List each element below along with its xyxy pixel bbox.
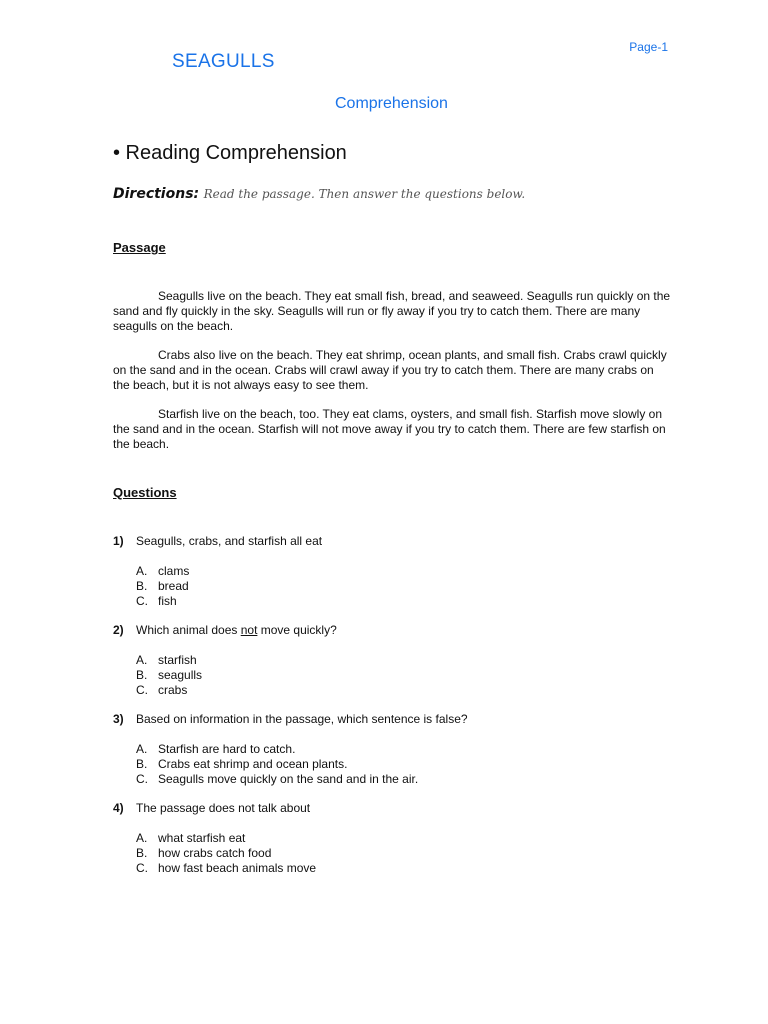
option-text: crabs xyxy=(158,683,188,697)
questions-heading: Questions xyxy=(113,485,177,500)
answer-option xyxy=(136,757,418,772)
answer-option xyxy=(136,831,316,846)
option-letter: B. xyxy=(136,846,148,860)
answer-option xyxy=(136,653,202,668)
option-text: clams xyxy=(158,564,190,578)
question-4-options xyxy=(136,831,316,876)
question-number: 1) xyxy=(113,534,124,548)
option-text: Crabs eat shrimp and ocean plants. xyxy=(158,757,348,771)
answer-option xyxy=(136,668,202,683)
document-title: SEAGULLS xyxy=(172,51,275,72)
answer-option xyxy=(136,579,189,594)
option-text: starfish xyxy=(158,653,197,667)
passage-paragraph: Seagulls live on the beach. They eat small fish, bread, and seaweed. Seagulls run quickly on the sand and fly quickly in the sky. Seagulls will run or fly away if you try to catch them. There are many seagulls on the beach. xyxy=(113,289,671,333)
option-letter: A. xyxy=(136,831,148,845)
option-text: seagulls xyxy=(158,668,203,682)
passage-heading: Passage xyxy=(113,240,166,255)
question-2 xyxy=(113,623,337,638)
question-3 xyxy=(113,712,468,727)
answer-option xyxy=(136,742,418,757)
page-heading: • Reading Comprehension xyxy=(113,142,347,164)
question-text: The passage does not talk about xyxy=(136,801,311,815)
question-number: 2) xyxy=(113,623,124,637)
question-number: 3) xyxy=(113,712,124,726)
question-1 xyxy=(113,534,322,549)
option-text: bread xyxy=(158,579,189,593)
directions-text: Read the passage. Then answer the questions below. xyxy=(203,187,526,201)
question-2-options xyxy=(136,653,202,698)
option-text: how crabs catch food xyxy=(158,846,272,860)
question-text-end: move quickly? xyxy=(257,623,337,637)
question-3-options xyxy=(136,742,418,787)
question-text: Based on information in the passage, which sentence is false? xyxy=(136,712,468,726)
answer-option xyxy=(136,846,316,861)
option-letter: A. xyxy=(136,653,148,667)
option-letter: B. xyxy=(136,757,148,771)
passage-paragraph: Starfish live on the beach, too. They eat clams, oysters, and small fish. Starfish move slowly on the sand and in the ocean. Starfish will not move away if you try to catch them. There are few starfish on the beach. xyxy=(113,407,666,451)
option-letter: C. xyxy=(136,772,148,786)
question-number: 4) xyxy=(113,801,124,815)
option-text: what starfish eat xyxy=(158,831,246,845)
option-text: Seagulls move quickly on the sand and in the air. xyxy=(158,772,419,786)
page-number: Page-1 xyxy=(629,40,668,54)
section-label: Comprehension xyxy=(335,95,448,112)
option-letter: B. xyxy=(136,579,148,593)
option-text: how fast beach animals move xyxy=(158,861,317,875)
directions xyxy=(113,186,525,202)
option-letter: B. xyxy=(136,668,148,682)
option-letter: C. xyxy=(136,683,148,697)
passage-paragraph: Crabs also live on the beach. They eat shrimp, ocean plants, and small fish. Crabs crawl quickly on the sand and in the ocean. Crabs will crawl away if you try to catch them. There are many crabs on the beach, but it is not always easy to see them. xyxy=(113,348,667,392)
question-1-options xyxy=(136,564,189,609)
question-text-start: Which animal does xyxy=(136,623,241,637)
option-letter: A. xyxy=(136,564,148,578)
option-letter: C. xyxy=(136,861,148,875)
directions-label: Directions: xyxy=(113,186,200,202)
option-letter: A. xyxy=(136,742,148,756)
question-text: Seagulls, crabs, and starfish all eat xyxy=(136,534,323,548)
option-text: fish xyxy=(158,594,177,608)
answer-option xyxy=(136,861,316,876)
answer-option xyxy=(136,772,418,787)
option-letter: C. xyxy=(136,594,148,608)
answer-option xyxy=(136,564,189,579)
question-text-emphasis: not xyxy=(240,623,258,637)
answer-option xyxy=(136,683,202,698)
option-text: Starfish are hard to catch. xyxy=(158,742,296,756)
question-4 xyxy=(113,801,310,816)
answer-option xyxy=(136,594,189,609)
